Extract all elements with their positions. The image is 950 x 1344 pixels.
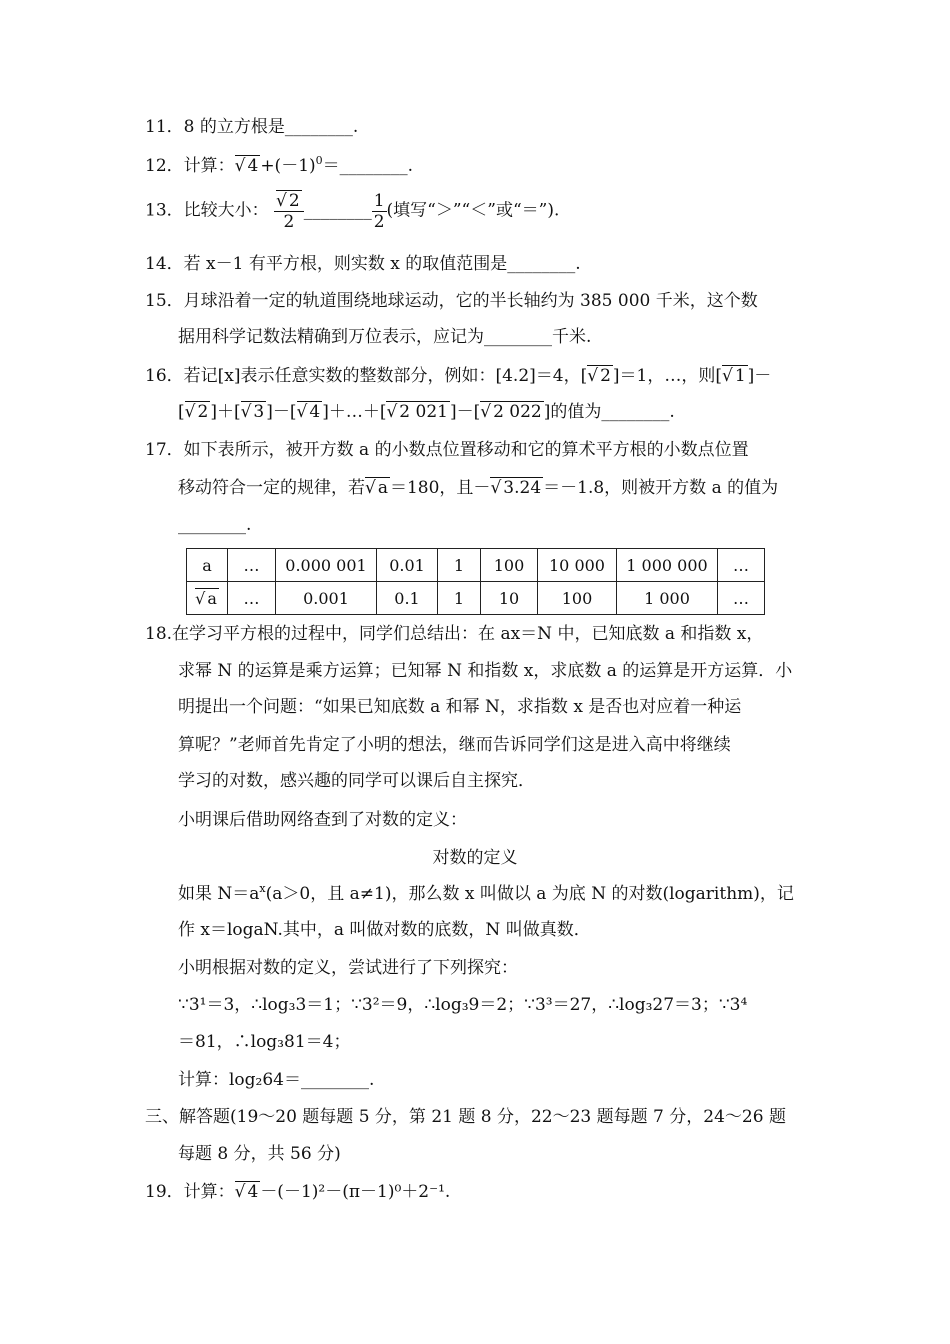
sqrt-symbol: √ 4 [235, 155, 261, 176]
question-18-line5: 学习的对数，感兴趣的同学可以课后自主探究． [178, 771, 535, 791]
section-heading: 对数的定义 [432, 848, 518, 868]
table-cell: 100 [538, 582, 617, 615]
question-17-line2: 移动符合一定的规律，若√ a ＝180，且－√ 3.24 ＝－1.8，则被开方数 a 的值为 [178, 476, 778, 500]
question-19: 19．计算：√ 4 －(－1)²－(π－1)⁰＋2⁻¹. [145, 1180, 450, 1204]
table-row [187, 549, 765, 582]
question-17-line1: 17．如下表所示，被开方数 a 的小数点位置移动和它的算术平方根的小数点位置 [145, 440, 749, 460]
fraction-sqrt2-over-2: √ $\frac{2}{2}$ [274, 190, 304, 232]
table-cell: 1 [438, 582, 481, 615]
section-3-line1: 三、解答题(19～20 题每题 5 分，第 21 题 8 分，22～23 题每题 7 分，24～26 题 [145, 1107, 786, 1127]
table-cell: a [187, 549, 228, 582]
definition-line1: 如果 $N=a^x(a>0$，且 a≠1)，那么数 x 叫做以 a 为底 N 的对数(logarithm)，记 [178, 882, 794, 904]
example-line1: ∵3¹＝3，∴log₃3＝1；∵3²＝9，∴log₃9＝2；∵3³＝27，∴log₃27＝3；∵3⁴ [178, 995, 748, 1015]
table-cell: 0.001 [276, 582, 377, 615]
sqrt-table [186, 548, 765, 615]
question-11: 11．8 的立方根是________. [145, 117, 359, 137]
question-16-line1: 16．若记[x]表示任意实数的整数部分，例如：[4.2]＝4，[√ 2 ]＝1，…，则[√ 1 ]－ [145, 364, 771, 388]
table-cell: 0.01 [377, 549, 438, 582]
example-line2: ＝81，∴log₃81＝4； [178, 1032, 351, 1052]
question-18-line3: 明提出一个问题：“如果已知底数 a 和幂 N，求指数 x 是否也对应着一种运 [178, 697, 742, 717]
table-cell: … [228, 549, 276, 582]
table-cell: √ a [187, 582, 228, 615]
question-15-line2: 据用科学记数法精确到万位表示，应记为________千米. [178, 327, 592, 347]
question-15-line1: 15．月球沿着一定的轨道围绕地球运动，它的半长轴约为 385 000 千米，这个数 [145, 291, 758, 311]
table-cell: … [718, 549, 765, 582]
question-18-line6: 小明课后借助网络查到了对数的定义： [178, 810, 467, 830]
question-12: 12．计算：√ $4 +(-1)^0=\_\_\_\_\_\_\_\_$. [145, 154, 413, 178]
table-cell: 1 000 000 [617, 549, 718, 582]
fraction-1-over-2: $\frac{1}{2}$ [373, 190, 385, 232]
table-cell: … [228, 582, 276, 615]
table-cell: 0.000 001 [276, 549, 377, 582]
question-17-line3: ________. [178, 515, 252, 535]
table-cell: 1 000 [617, 582, 718, 615]
table-cell: … [718, 582, 765, 615]
question-18-line2: 求幂 N 的运算是乘方运算；已知幂 N 和指数 x，求底数 a 的运算是开方运算．小 [178, 661, 793, 681]
question-13: 13．比较大小： √ $\frac{2}{2}$ ________ $\frac{1}{2}$ (填写“＞”“＜”或“＝”). [145, 190, 559, 232]
question-18-line7: 小明根据对数的定义，尝试进行了下列探究： [178, 958, 518, 978]
table-cell: 10 [481, 582, 538, 615]
question-14: 14．若 x－1 有平方根，则实数 x 的取值范围是________. [145, 254, 581, 274]
question-18-line1: 18.在学习平方根的过程中，同学们总结出：在 ax＝N 中，已知底数 a 和指数 x， [145, 624, 764, 644]
table-cell: 1 [438, 549, 481, 582]
table-cell: 100 [481, 549, 538, 582]
definition-line2: 作 x＝logaN.其中，a 叫做对数的底数，N 叫做真数． [178, 920, 591, 940]
question-18-line4: 算呢？”老师首先肯定了小明的想法，继而告诉同学们这是进入高中将继续 [178, 735, 731, 755]
table-cell: 10 000 [538, 549, 617, 582]
table-row [187, 582, 765, 615]
section-3-line2: 每题 8 分，共 56 分) [178, 1144, 341, 1164]
question-16-line2: [√ 2 ]＋[√ 3 ]－[√ 4 ]＋…＋[√ 2 021 ]－[√ 2 022 ]的值为________. [178, 400, 675, 424]
table-cell: 0.1 [377, 582, 438, 615]
calc-line: 计算：log₂64＝________. [178, 1070, 375, 1090]
